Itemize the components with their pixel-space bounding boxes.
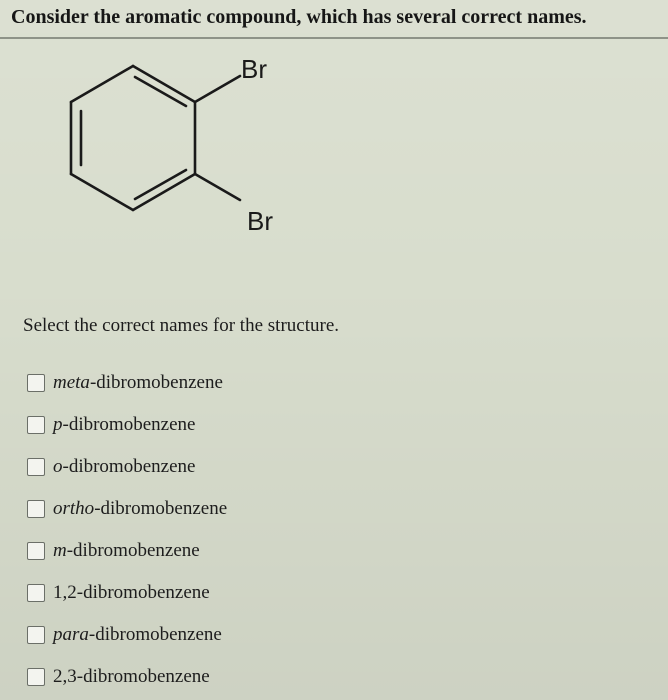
- option-para-dibromobenzene[interactable]: [27, 623, 222, 647]
- option-ortho-dibromobenzene[interactable]: [27, 497, 227, 521]
- option-label: [53, 540, 200, 562]
- option-label: [53, 372, 223, 394]
- checkbox[interactable]: [27, 500, 45, 518]
- checkbox[interactable]: [27, 668, 45, 686]
- option-label: [53, 498, 227, 520]
- option-1-2-dibromobenzene[interactable]: [27, 581, 210, 605]
- option-label: [53, 414, 195, 436]
- option-suffix: 1,2-dibromobenzene: [53, 582, 210, 603]
- option-prefix: m: [53, 540, 67, 561]
- option-suffix: -dibromobenzene: [66, 540, 200, 561]
- checkbox[interactable]: [27, 626, 45, 644]
- option-meta-dibromobenzene[interactable]: [27, 371, 223, 395]
- option-prefix: meta: [53, 372, 90, 393]
- bromine-label-bottom: Br: [247, 206, 273, 236]
- option-m-dibromobenzene[interactable]: [27, 539, 200, 563]
- option-suffix: -dibromobenzene: [94, 498, 228, 519]
- option-suffix: -dibromobenzene: [89, 372, 223, 393]
- checkbox[interactable]: [27, 458, 45, 476]
- checkbox[interactable]: [27, 542, 45, 560]
- option-label: [53, 456, 195, 478]
- option-suffix: -dibromobenzene: [62, 414, 196, 435]
- checkbox[interactable]: [27, 584, 45, 602]
- option-suffix: -dibromobenzene: [62, 456, 196, 477]
- option-label: [53, 624, 222, 646]
- bromine-label-top: Br: [241, 54, 267, 84]
- option-label: [53, 582, 210, 604]
- option-prefix: ortho: [53, 498, 95, 519]
- option-prefix: para: [53, 624, 89, 645]
- instruction-text: Select the correct names for the structure.: [23, 315, 339, 336]
- option-prefix: o: [53, 456, 63, 477]
- option-p-dibromobenzene[interactable]: [27, 413, 195, 437]
- option-suffix: -dibromobenzene: [88, 624, 222, 645]
- question-title: Consider the aromatic compound, which has several correct names.: [11, 6, 587, 28]
- checkbox[interactable]: [27, 416, 45, 434]
- option-o-dibromobenzene[interactable]: [27, 455, 195, 479]
- option-suffix: 2,3-dibromobenzene: [53, 666, 210, 687]
- option-prefix: p: [53, 414, 63, 435]
- checkbox[interactable]: [27, 374, 45, 392]
- option-label: [53, 666, 210, 688]
- option-2-3-dibromobenzene[interactable]: [27, 665, 210, 689]
